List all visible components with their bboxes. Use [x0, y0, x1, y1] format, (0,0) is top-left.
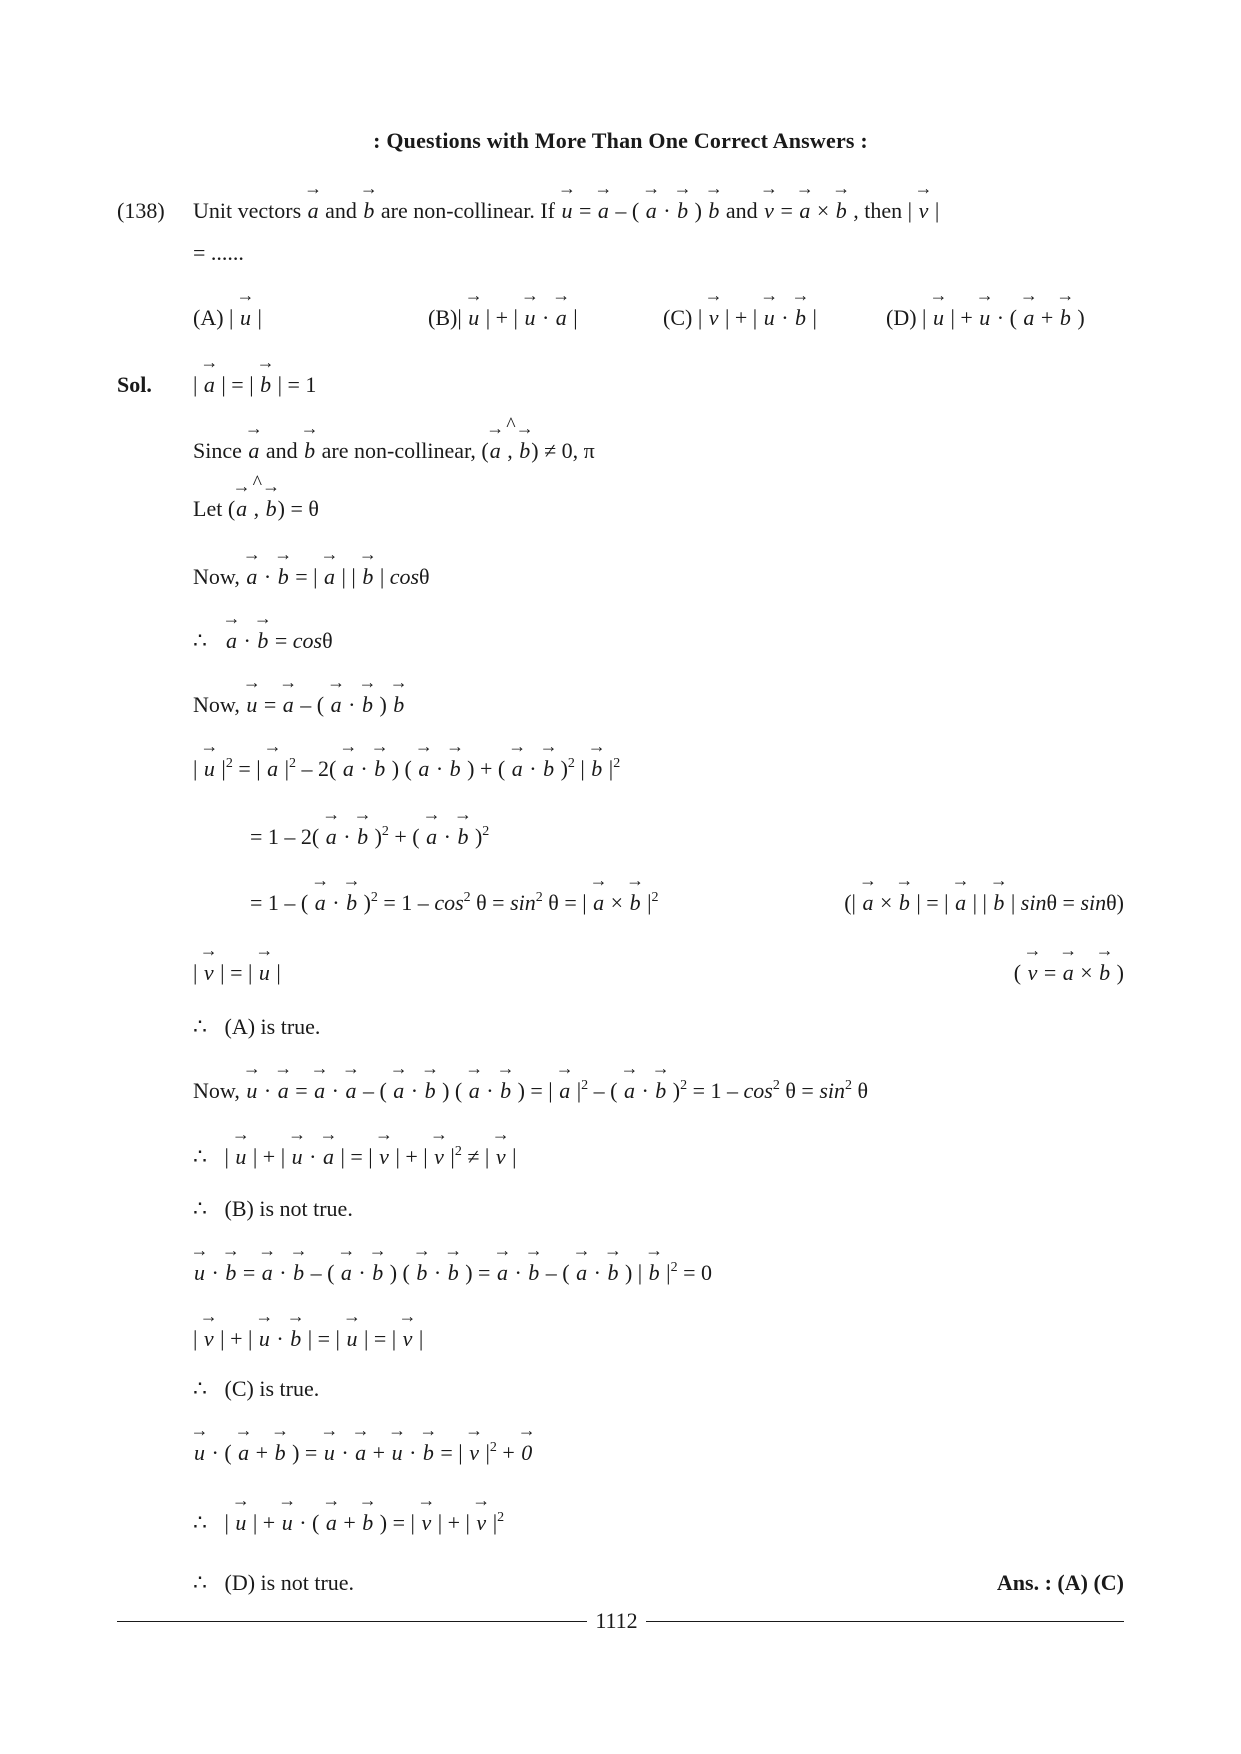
solution-line: Now, → a · → b = | → a | | → b | cosθ — [193, 564, 430, 590]
solution-line: ∴ (D) is not true. — [193, 1570, 355, 1595]
solution-line: Since → a and → b are non-collinear, ( ^ → a , → b) ≠ 0, π — [193, 438, 595, 464]
option-b: (B)| → u | + | → u · → a | — [428, 305, 578, 331]
question-statement: Unit vectors → a and → b are non-collinear. If → u = → a – ( → a · → b ) → b and → v = → a × → b , then | → v | — [193, 198, 1124, 224]
option-c: (C) | → v | + | → u · → b | — [663, 305, 817, 331]
question-continuation: = ...... — [193, 240, 244, 265]
solution-line: ∴ | → u | + | → u · → a | = | → v | + | → v $|^2$ ≠ | → v | — [193, 1144, 516, 1170]
solution-line: | → a | = | → b | = 1 — [193, 372, 316, 398]
question-number: (138) — [117, 198, 165, 223]
solution-line: | → u $|^2$ = | → a $|^2 - 2( \to a$ · → b ) ( → a · → b ) + ( → a · → b )$^2$ | → b $|^2$ — [193, 756, 620, 782]
solution-line: ∴ (C) is true. — [193, 1376, 320, 1401]
solution-line: Now, → u = → a – ( → a · → b ) → b — [193, 692, 405, 718]
footer-rule — [117, 1621, 587, 1622]
solution-line: Now, → u · → a = → a · → a – ( → a · → b ) ( → a · → b ) = | → a $|^2$ – ( → a · → b )$^2 = 1 - \cos^2 \theta = \sin^2 \theta$ — [193, 1078, 868, 1104]
answer: Ans. : (A) (C) — [996, 1570, 1124, 1595]
solution-line: | → v | = | → u | — [193, 960, 281, 986]
solution-line: → u · → b = → a · → b – ( → a · → b ) ( → b · → b ) = → a · → b – ( → a · → b ) | → b $|^2 = 0$ — [193, 1260, 712, 1286]
solution-line: | → v | + | → u · → b | = | → u | = | → v | — [193, 1326, 423, 1352]
section-heading: : Questions with More Than One Correct Answers : — [373, 128, 868, 153]
solution-line: → u · ( → a + → b ) = → u · → a + → u · → b = | → v $|^2$ + → 0 — [193, 1440, 533, 1466]
solution-line: ∴ | → u | + → u · ( → a + → b ) = | → v | + | → v $|^2$ — [193, 1510, 504, 1536]
solution-line: ∴ (A) is true. — [193, 1014, 321, 1039]
solution-note: ( → v = → a × → b ) — [1014, 960, 1124, 986]
solution-line: ∴→ a · → b = cosθ — [193, 628, 333, 654]
solution-label: Sol. — [117, 372, 152, 397]
solution-line: ∴ (B) is not true. — [193, 1196, 353, 1221]
solution-note: (| → a × → b | = | → a | | → b | sinθ = sinθ) — [844, 890, 1124, 916]
solution-line: = 1 – ( → a · → b )$^2 = 1 - \cos^2 \theta = \sin^2 \theta$ = | → a × → b $|^2$ — [250, 890, 658, 916]
page-number: 1112 — [595, 1608, 638, 1633]
solution-line: Let ( ^ → a , → b) = θ — [193, 496, 319, 522]
footer-rule — [646, 1621, 1124, 1622]
option-d: (D) | → u | + → u · ( → a + → b ) — [886, 305, 1085, 331]
option-a: (A) | → u | — [193, 305, 262, 331]
solution-line: = 1 – 2( → a · → b )$^2$ + ( → a · → b )$^2$ — [250, 824, 489, 850]
